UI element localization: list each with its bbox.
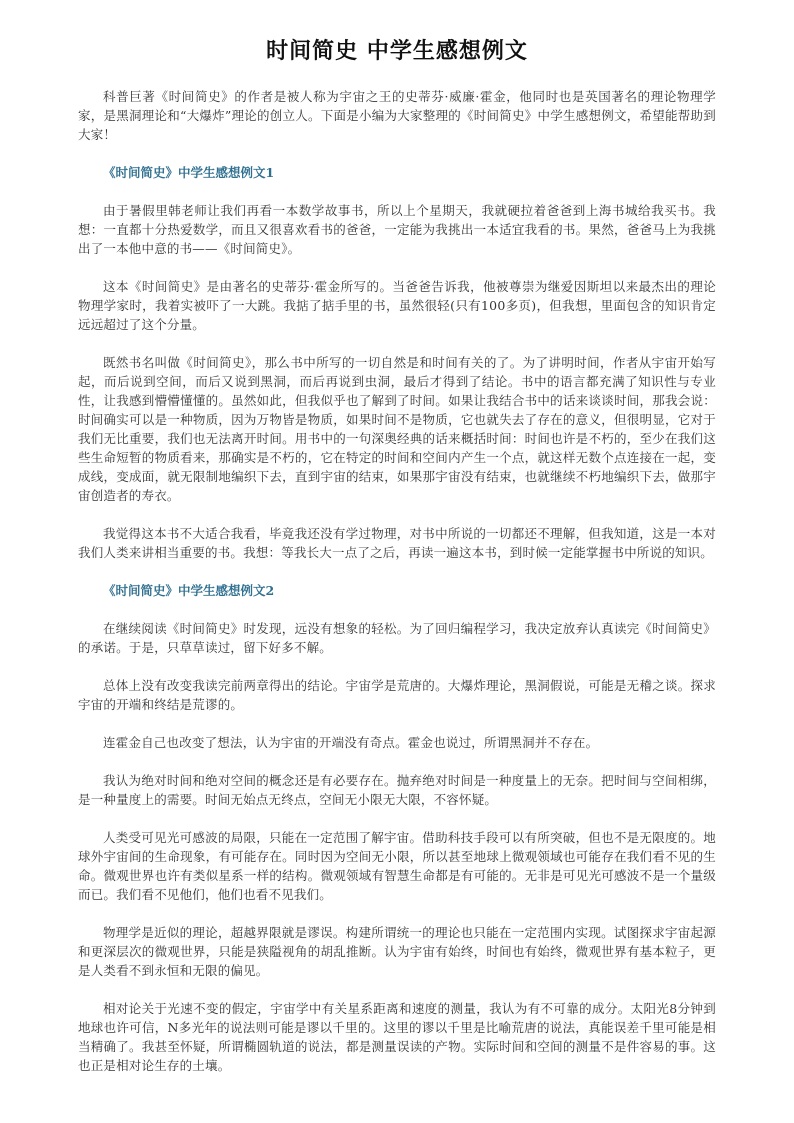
section-1-paragraph-2: 这本《时间简史》是由著名的史蒂芬·霍金所写的。当爸爸告诉我，他被尊崇为继爱因斯坦以来最杰出的理论物理学家时，我着实被吓了一大跳。我掂了掂手里的书，虽然很轻(只有100多页)，但我想，里面包含的知识肯定远远超过了这个分量。 — [78, 279, 716, 332]
intro-paragraph: 科普巨著《时间简史》的作者是被人称为宇宙之王的史蒂芬·威廉·霍金，他同时也是英国著名的理论物理学家，是黑洞理论和“大爆炸”理论的创立人。下面是小编为大家整理的《时间简史》中学生感想例文，希望能帮助到大家！ — [78, 89, 716, 142]
section-1-paragraph-4: 我觉得这本书不大适合我看，毕竟我还没有学过物理，对书中所说的一切都还不理解，但我知道，这是一本对我们人类来讲相当重要的书。我想：等我长大一点了之后，再读一遍这本书，到时候一定能掌握书中所说的知识。 — [78, 526, 716, 560]
section-2-paragraph-1: 在继续阅读《时间简史》时发现，远没有想象的轻松。为了回归编程学习，我决定放弃认真读完《时间简史》的承诺。于是，只草草读过，留下好多不解。 — [78, 621, 716, 655]
section-2-paragraph-5: 人类受可见光可感波的局限，只能在一定范围了解宇宙。借助科技手段可以有所突破，但也不是无限度的。地球外宇宙间的生命现象，有可能存在。同时因为空间无小限，所以甚至地球上微观领域也可能存在我们看不见的生命。微观世界也许有类似星系一样的结构。微观领域有智慧生命都是有可能的。无非是可见光可感波不是一个量级而已。我们看不见他们，他们也看不见我们。 — [78, 830, 716, 902]
section-2-paragraph-2: 总体上没有改变我读完前两章得出的结论。宇宙学是荒唐的。大爆炸理论，黑洞假说，可能是无稽之谈。探求宇宙的开端和终结是荒谬的。 — [78, 678, 716, 712]
section-1-paragraph-1: 由于暑假里韩老师让我们再看一本数学故事书，所以上个星期天，我就硬拉着爸爸到上海书城给我买书。我想：一直都十分热爱数学，而且又很喜欢看书的爸爸，一定能为我挑出一本适宜我看的书。果然，爸爸马上为我挑出了一本他中意的书——《时间简史》。 — [78, 203, 716, 256]
section-2-paragraph-7: 相对论关于光速不变的假定，宇宙学中有关星系距离和速度的测量，我认为有不可靠的成分。太阳光8分钟到地球也许可信，N多光年的说法则可能是谬以千里的。这里的谬以千里是比喻荒唐的说法，真能误差千里可能是相当精确了。我甚至怀疑，所谓椭圆轨道的说法，都是测量误读的产物。实际时间和空间的测量不是件容易的事。这也正是相对论生存的土壤。 — [78, 1001, 716, 1073]
page-title: 时间简史 中学生感想例文 — [266, 39, 528, 64]
section-2-paragraph-6: 物理学是近似的理论，超越界限就是谬误。构建所谓统一的理论也只能在一定范围内实现。试图探求宇宙起源和更深层次的微观世界，只能是狭隘视角的胡乱推断。认为宇宙有始终，时间也有始终，微观世界有基本粒子，更是人类看不到永恒和无限的偏见。 — [78, 925, 716, 978]
section-2-paragraph-4: 我认为绝对时间和绝对空间的概念还是有必要存在。抛弃绝对时间是一种度量上的无奈。把时间与空间相绑，是一种量度上的需要。时间无始点无终点，空间无小限无大限，不容怀疑。 — [78, 773, 716, 807]
section-1-paragraph-3: 既然书名叫做《时间简史》，那么书中所写的一切自然是和时间有关的了。为了讲明时间，作者从宇宙开始写起，而后说到空间，而后又说到黑洞，而后再说到虫洞，最后才得到了结论。书中的语言都充满了知识性与专业性，让我感到懵懵懂懂的。虽然如此，但我似乎也了解到了时间。如果让我结合书中的话来谈谈时间，那我会说：时间确实可以是一种物质，因为万物皆是物质，如果时间不是物质，它也就失去了存在的意义，但很明显，它对于我们无比重要，我们也无法离开时间。用书中的一句深奥经典的话来概括时间：时间也许是不朽的，至少在我们这些生命短暂的物质看来，那确实是不朽的，它在特定的时间和空间内产生一个点，就这样无数个点连接在一起，变成线，变成面，就无限制地编织下去，直到宇宙的结束，如果那宇宙没有结束，也就继续不朽地编织下去，做那宇宙创造者的寿衣。 — [78, 355, 716, 503]
section-2-paragraph-3: 连霍金自己也改变了想法，认为宇宙的开端没有奇点。霍金也说过，所谓黑洞并不存在。 — [103, 735, 599, 750]
section-2-heading: 《时间简史》中学生感想例文2 — [103, 583, 275, 598]
section-1-heading: 《时间简史》中学生感想例文1 — [103, 165, 275, 180]
